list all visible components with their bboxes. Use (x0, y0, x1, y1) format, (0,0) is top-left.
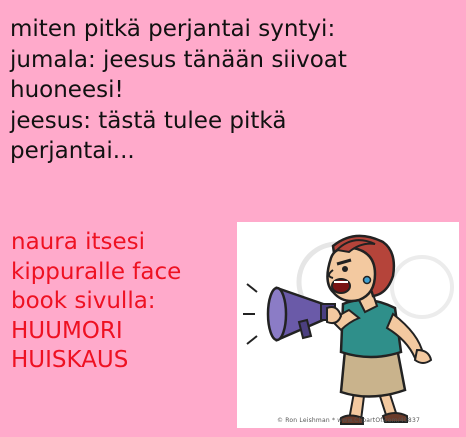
joke-line-5: perjantai... (10, 138, 135, 164)
promo-line-3: book sivulla: (11, 288, 156, 314)
joke-line-3: huoneesi! (10, 77, 124, 103)
joke-text (10, 14, 460, 167)
promo-line-4: HUUMORI (11, 317, 123, 344)
stock-caption: © Ron Leishman * www.ClipartOf.com/40837 (277, 417, 420, 424)
joke-line-2: jumala: jeesus tänään siivoat (10, 46, 347, 73)
woman-megaphone-illustration (237, 222, 459, 428)
woman-megaphone-icon (237, 222, 459, 428)
promo-line-1: naura itsesi (11, 229, 146, 255)
promo-line-2: kippuralle face (11, 258, 182, 285)
joke-line-1: miten pitkä perjantai syntyi: (10, 16, 336, 42)
promo-line-5: HUISKAUS (11, 347, 129, 373)
joke-line-4: jeesus: tästä tulee pitkä (10, 107, 287, 134)
promo-text (11, 228, 236, 376)
